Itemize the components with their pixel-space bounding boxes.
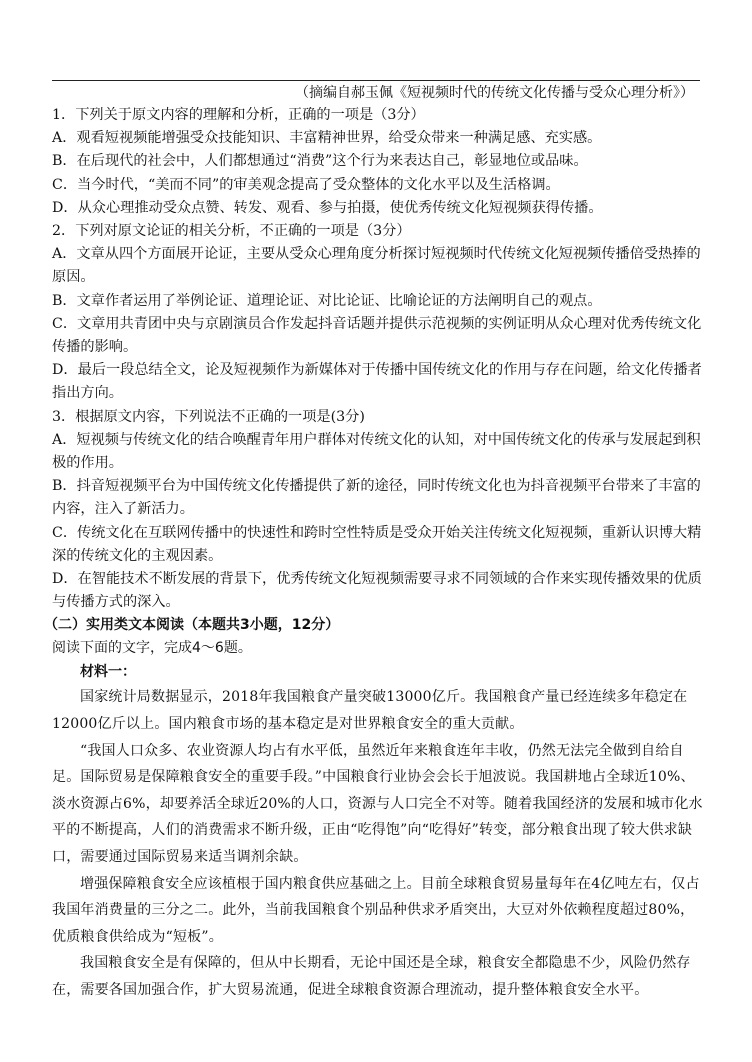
option-b: B．文章作者运用了举例论证、道理论证、对比论证、比喻论证的方法阐明自己的观点。 — [52, 292, 602, 309]
option-d: D．最后一段总结全文，论及短视频作为新媒体对于传播中国传统文化的作用与存在问题，给文化传播者指出方向。 — [52, 362, 702, 402]
option-b: B．抖音短视频平台为中国传统文化传播提供了新的途径，同时传统文化也为抖音视频平台带来了丰富的内容，注入了新活力。 — [52, 478, 701, 518]
header-rule — [52, 80, 700, 81]
material-paragraph: 我国粮食安全是有保障的，但从中长期看，无论中国还是全球，粮食安全都隐患不少，风险仍然存在，需要各国加强合作，扩大贸易流通，促进全球粮食资源合理流动，提升整体粮食安全水平。 — [52, 955, 691, 998]
option-c: C．文章用共青团中央与京剧演员合作发起抖音话题并提供示范视频的实例证明从众心理对优秀传统文化传播的影响。 — [52, 315, 702, 356]
option-c: C．当今时代，“美而不同”的审美观念提高了受众整体的文化水平以及生活格调。 — [52, 176, 560, 193]
section-heading: （二）实用类文本阅读（本题共3小题，12分） — [44, 617, 340, 634]
source-citation: （摘编自郝玉佩《短视频时代的传统文化传播与受众心理分析》） — [295, 85, 694, 101]
material-title: 材料一： — [80, 664, 136, 681]
question-stem: 1．下列关于原文内容的理解和分析，正确的一项是（3分） — [52, 107, 425, 123]
option-a: A．观看短视频能增强受众技能知识、丰富精神世界，给受众带来一种满足感、充实感。 — [52, 130, 602, 147]
section-instruction: 阅读下面的文字，完成4～6题。 — [52, 640, 252, 657]
option-d: D．从众心理推动受众点赞、转发、观看、参与拍摄，使优秀传统文化短视频获得传播。 — [52, 199, 603, 216]
question-1 — [52, 104, 704, 220]
option-d: D．在智能技术不断发展的背景下，优秀传统文化短视频需要寻求不同领域的合作来实现传播效果的优质与传播方式的深入。 — [52, 571, 702, 611]
question-stem: 2．下列对原文论证的相关分析，不正确的一项是（3分） — [52, 223, 411, 240]
material-paragraph: 国家统计局数据显示，2018年我国粮食产量突破13000亿斤。我国粮食产量已经连续多年稳定在12000亿斤以上。国内粮食市场的基本稳定是对世界粮食安全的重大贡献。 — [52, 689, 688, 733]
question-2 — [52, 220, 704, 406]
question-3 — [52, 406, 704, 615]
option-a: A．文章从四个方面展开论证，主要从受众心理角度分析探讨短视频时代传统文化短视频传播倍受热捧的原因。 — [52, 246, 701, 286]
option-c: C．传统文化在互联网传播中的快速性和跨时空性特质是受众开始关注传统文化短视频，重新认识博大精深的传统文化的主观因素。 — [52, 524, 702, 564]
option-b: B．在后现代的社会中，人们都想通过“消费”这个行为来表达自己，彰显地位或品味。 — [52, 153, 588, 170]
material-paragraph: 增强保障粮食安全应该植根于国内粮食供应基础之上。目前全球粮食贸易量每年在4亿吨左右，仅占我国年消费量的三分之二。此外，当前我国粮食个别品种供求矛盾突出，大豆对外依赖程度超过80%，优质粮食供给成为“短板”。 — [52, 875, 700, 945]
document-body — [44, 82, 704, 1004]
option-a: A．短视频与传统文化的结合唤醒青年用户群体对传统文化的认知，对中国传统文化的传承与发展起到积极的作用。 — [52, 431, 701, 472]
material-paragraph: “我国人口众多、农业资源人均占有水平低，虽然近年来粮食连年丰收，仍然无法完全做到自给自足。国际贸易是保障粮食安全的重要手段。”中国粮食行业协会会长于旭波说。我国耕地占全球近10%、淡水资源占6%，却要养活全球近20%的人口，资源与人口完全不对等。随着我国经济的发展和城市化水平的不断提高，人们的消费需求不断升级，正由“吃得饱”向“吃得好”转变，部分粮食出现了较大供求缺口，需要通过国际贸易来适当调剂余缺。 — [52, 742, 703, 866]
question-stem: 3．根据原文内容，下列说法不正确的一项是(3分) — [52, 408, 365, 425]
